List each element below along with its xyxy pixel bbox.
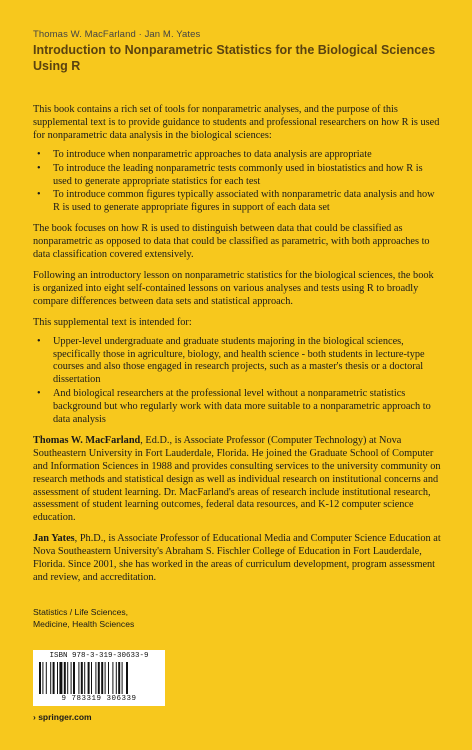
list-item: • To introduce when nonparametric approaches to data analysis are appropriate (33, 149, 443, 162)
cover-text (33, 104, 443, 593)
isbn-barcode (33, 650, 165, 706)
authors-line: Thomas W. MacFarland · Jan M. Yates (33, 29, 201, 40)
audience-list (33, 336, 443, 427)
subject-line: Statistics / Life Sciences, (33, 607, 129, 617)
list-item: • To introduce common figures typically associated with nonparametric data analysis and how R is used to generate appropriate figures in support of each data set (33, 189, 443, 215)
author-bio-text: , Ph.D., is Associate Professor of Educational Media and Computer Science Education at Nova Southeastern University's Abraham S. Fischler College of Education in Fort Lauderdale, Florida. Since 2001, she has worked in the areas of curriculum development, program assessment and review, and accreditation. (33, 533, 441, 583)
author-bio-macfarland (33, 435, 443, 525)
focus-paragraph: The book focuses on how R is used to distinguish between data that could be classified as nonparametric as opposed to data that could be classified as parametric, with both approaches to data classification covered extensively. (33, 223, 430, 261)
isbn-number: ISBN 978-3-319-30633-9 (49, 652, 149, 660)
purpose-list (33, 149, 443, 216)
subject-line: Medicine, Health Sciences (33, 619, 135, 629)
author-bio-text: , Ed.D., is Associate Professor (Computer Technology) at Nova Southeastern University in Fort Lauderdale, Florida. He joined the Graduate School of Computer and Information Sciences in 1988 and provides consulting services to the university community on research methods and statistical design as well as individual research on institutional concerns and assessment of student learning. Dr. MacFarland's areas of research include institutional research, assessment of student learning outcomes, federal data resources, and K-12 computer science education. (33, 434, 441, 524)
author-bio-yates (33, 533, 443, 585)
intro-paragraph: This book contains a rich set of tools for nonparametric analyses, and the purpose of this supplemental text is to provide guidance to students and professional researchers on how R is used for nonparametric data analysis in the biological sciences: (33, 104, 440, 141)
barcode-icon (39, 662, 159, 694)
book-title: Introduction to Nonparametric Statistics for the Biological Sciences Using R (33, 43, 436, 73)
audience-heading: This supplemental text is intended for: (33, 316, 192, 328)
publisher-link[interactable]: › springer.com (33, 712, 92, 722)
barcode-digits: 9 783319 306339 (61, 695, 137, 703)
organization-paragraph: Following an introductory lesson on nonparametric statistics for the biological sciences, the book is organized into eight self-contained lessons on various analyses and tests using R to broadly compare differences between data sets and statistical approach. (33, 269, 434, 307)
list-item: • To introduce the leading nonparametric tests commonly used in biostatistics and how R is used to generate appropriate statistics for each test (33, 163, 443, 189)
author-name: Thomas W. MacFarland (33, 434, 141, 446)
subject-categories (33, 606, 183, 630)
list-item: • And biological researchers at the professional level without a nonparametric statistics background but who regularly work with data more suitable to a nonparametric approach to data analysis (33, 388, 443, 427)
list-item: • Upper-level undergraduate and graduate students majoring in the biological sciences, specifically those in agriculture, biology, and health science - both students in lecture-type courses and also those engaged in research projects, such as a master's thesis or a doctoral dissertation (33, 336, 443, 388)
author-name: Jan Yates (33, 533, 75, 545)
